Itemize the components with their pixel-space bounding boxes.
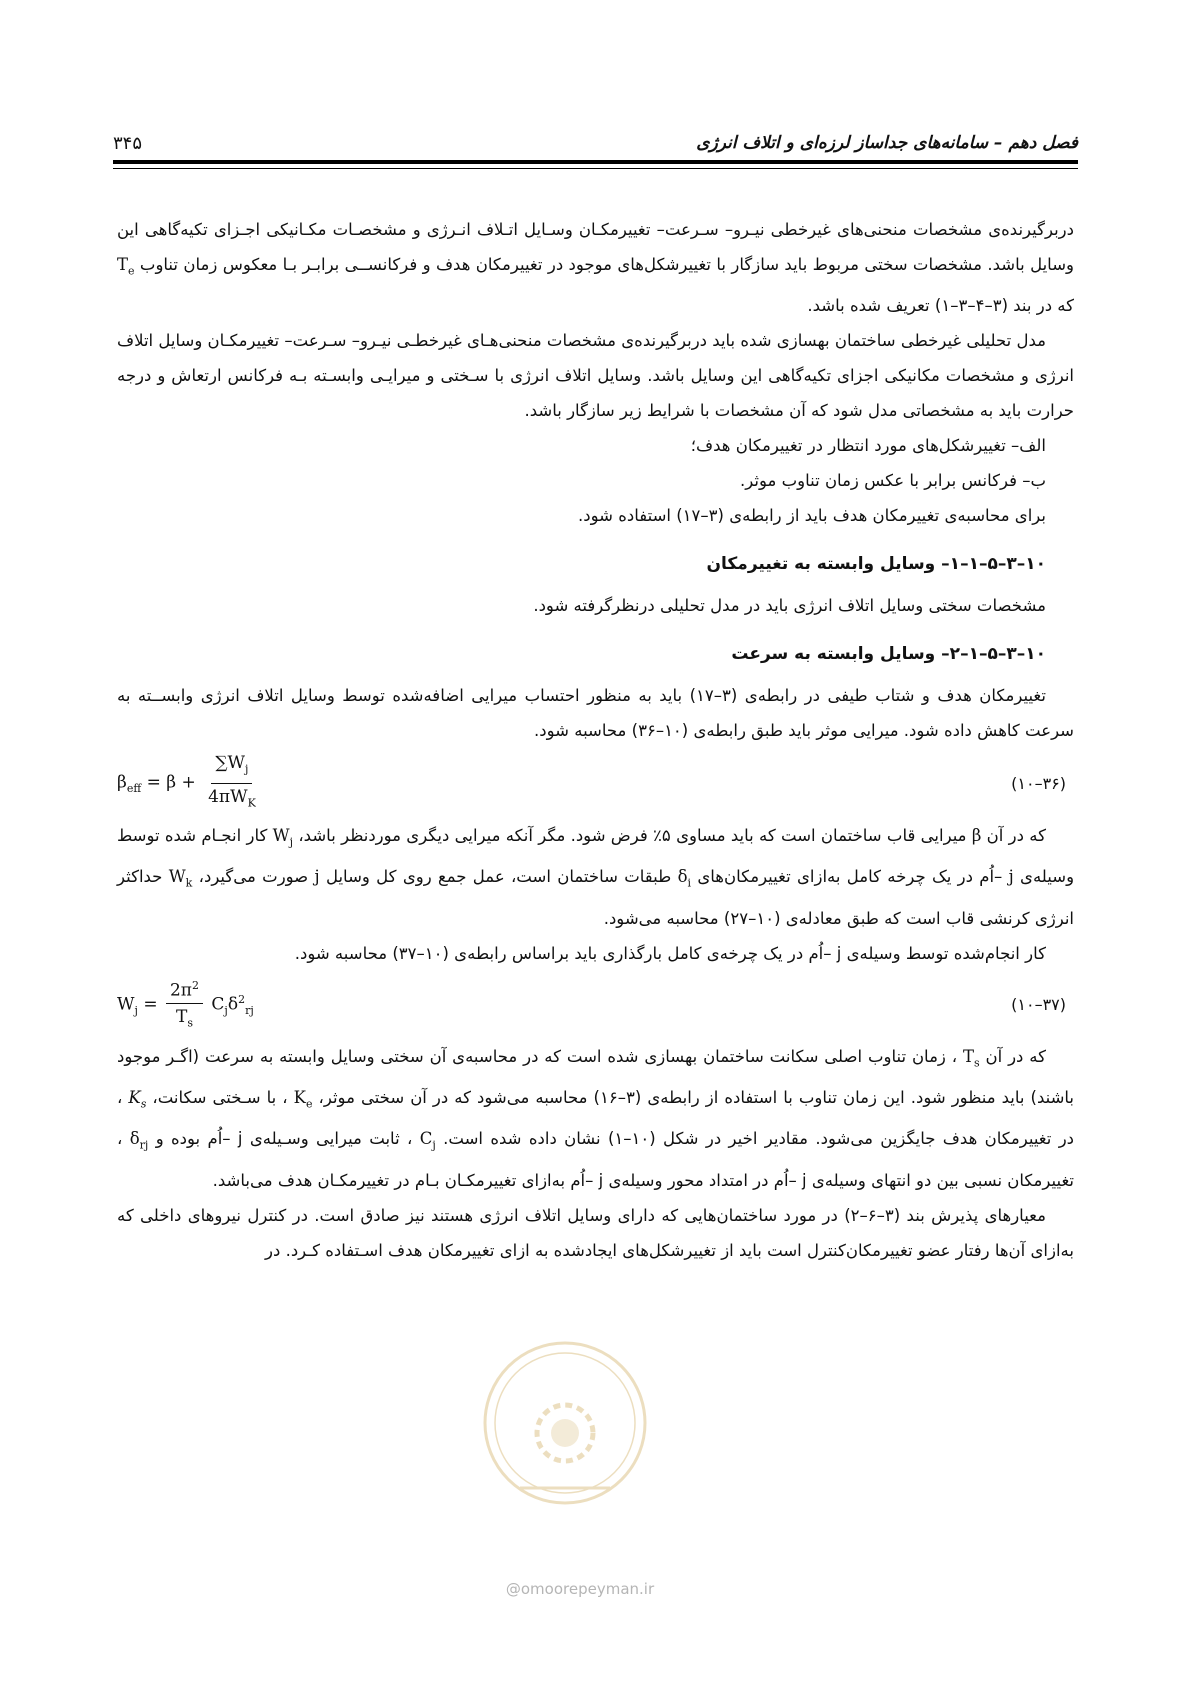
watermark-site-label: @omoorepeyman.ir	[505, 1580, 655, 1598]
page-number: ۳۴۵	[113, 132, 143, 154]
paragraph: مشخصات سختی وسایل اتلاف انرژی باید در مدل تحلیلی درنظرگرفته شود.	[533, 596, 1046, 616]
header-rule-thin	[113, 168, 1078, 169]
equation-36	[117, 750, 1074, 816]
header-rule-thick	[113, 160, 1078, 164]
paragraph: معیارهای پذیرش بند (۳–۶–۲) در مورد ساختمان‌هایی که دارای وسایل اتلاف انرژی هستند نیز صادق است. در کنترل نیروهای داخلی که به‌ازای آن‌ها رفتار عضو تغییرمکان‌کنترل است باید از تغییرشکل‌های ایجادشده به ازای تغییرمکان هدف اسـتفاده کـرد. در	[117, 1205, 1074, 1260]
section-heading: ۱۰–۳–۵–۱–۲– وسایل وابسته به سرعت	[731, 644, 1046, 665]
paragraph: که در آن $T_s$ ، زمان تناوب اصلی سکانت ساختمان بهسازی شده است که در محاسبه‌ی آن سختی وسایل وابسته به سرعت (اگـر موجود باشند) باید منظور شود. این زمان تناوب با استفاده از رابطه‌ی (۳–۱۶) محاسبه می‌شود که در آن سختی موثر، $K_e$ ، با سـختی سکانت، $K_s$ ، در تغییرمکان هدف جایگزین می‌شود. مقادیر اخیر در شکل (۱۰–۱) نشان داده شده است. $C_j$ ، ثابت میرایی وسـیله‌ی j –اُم بوده و $\delta_{rj}$ ، تغییرمکان نسبی بین دو انتهای وسیله‌ی j –اُم در امتداد محور وسیله‌ی j –اُم به‌ازای تغییرمکـان بـام در تغییرمکـان هدف می‌باشد.	[117, 1046, 1075, 1190]
watermark-seal-icon	[480, 1338, 650, 1508]
paragraph: برای محاسبه‌ی تغییرمکان هدف باید از رابطه‌ی (۳–۱۷) استفاده شود.	[578, 506, 1046, 526]
section-heading: ۱۰–۳–۵–۱–۱– وسایل وابسته به تغییرمکان	[706, 554, 1046, 575]
symbol-te: $T_e$	[117, 255, 135, 278]
equation-number: (۱۰–۳۶)	[1011, 773, 1066, 793]
equation-37	[117, 973, 1074, 1037]
list-item: الف– تغییرشکل‌های مورد انتظار در تغییرمکان هدف؛	[690, 436, 1046, 456]
chapter-title: فصل دهم – سامانه‌های جداساز لرزه‌ای و اتلاف انرژی	[696, 133, 1078, 153]
paragraph: دربرگیرنده‌ی مشخصات منحنی‌های غیرخطی نیـرو– سـرعت– تغییرمکـان وسـایل اتـلاف انـرژی و مشخصـات مکـانیکی اجـزای تکیه‌گاهی این وسایل باشد. مشخصات سختی مربوط باید سازگار با تغییرشکل‌های موجود در تغییرمکان هدف و فرکانســی برابـر بـا معکوس زمان تناوب $T_e$ که در بند (۳–۴–۳–۱) تعریف شده باشد.	[117, 220, 1074, 316]
equation-body: $\beta_{eff} = \beta$ + $\frac{\sum W_j}{4\pi W_K}$	[117, 750, 263, 816]
paragraph: مدل تحلیلی غیرخطی ساختمان بهسازی شده باید دربرگیرنده‌ی مشخصات منحنی‌هـای غیرخطـی نیـرو– سـرعت– تغییرمکـان وسایل اتلاف انرژی و مشخصات مکانیکی اجزای تکیه‌گاهی این وسایل باشد. وسایل اتلاف انرژی با سـختی و میرایـی وابسـته بـه فرکانس ارتعاش و درجه حرارت باید به مشخصاتی مدل شود که آن مشخصات با شرایط زیر سازگار باشد.	[117, 331, 1074, 421]
fraction: $\frac{2\pi^2}{T_s}$	[166, 973, 203, 1037]
paragraph: تغییرمکان هدف و شتاب طیفی در رابطه‌ی (۳–۱۷) باید به منظور احتساب میرایی اضافه‌شده توسط وسایل اتلاف انرژی وابســته به سرعت کاهش داده شود. میرایی موثر باید طبق رابطه‌ی (۱۰–۳۶) محاسبه شود.	[117, 686, 1074, 741]
equation-body: $W_j$ = $\frac{2\pi^2}{T_s}$ $C_j\delta^2_{rj}$	[117, 973, 254, 1037]
equation-number: (۱۰–۳۷)	[1011, 995, 1066, 1015]
paragraph: کار انجام‌شده توسط وسیله‌ی j –اُم در یک چرخه‌ی کامل بارگذاری باید براساس رابطه‌ی (۱۰–۳۷) محاسبه شود.	[294, 943, 1046, 963]
fraction: $\frac{\sum W_j}{4\pi W_K}$	[204, 750, 260, 816]
page-header	[113, 128, 1078, 158]
body-text	[117, 212, 1074, 1268]
list-item: ب– فرکانس برابر با عکس زمان تناوب موثر.	[740, 471, 1046, 491]
paragraph: که در آن β میرایی قاب ساختمان است که باید مساوی ۵٪ فرض شود. مگر آنکه میرایی دیگری موردنظر باشد، $W_j$ کار انجـام شده توسط وسیله‌ی j –اُم در یک چرخه کامل به‌ازای تغییرمکان‌های $\delta_i$ طبقات ساختمان است، عمل جمع روی کل وسایل j صورت می‌گیرد، $W_k$ حداکثر انرژی کرنشی قاب است که طبق معادله‌ی (۱۰–۲۷) محاسبه می‌شود.	[117, 826, 1075, 928]
